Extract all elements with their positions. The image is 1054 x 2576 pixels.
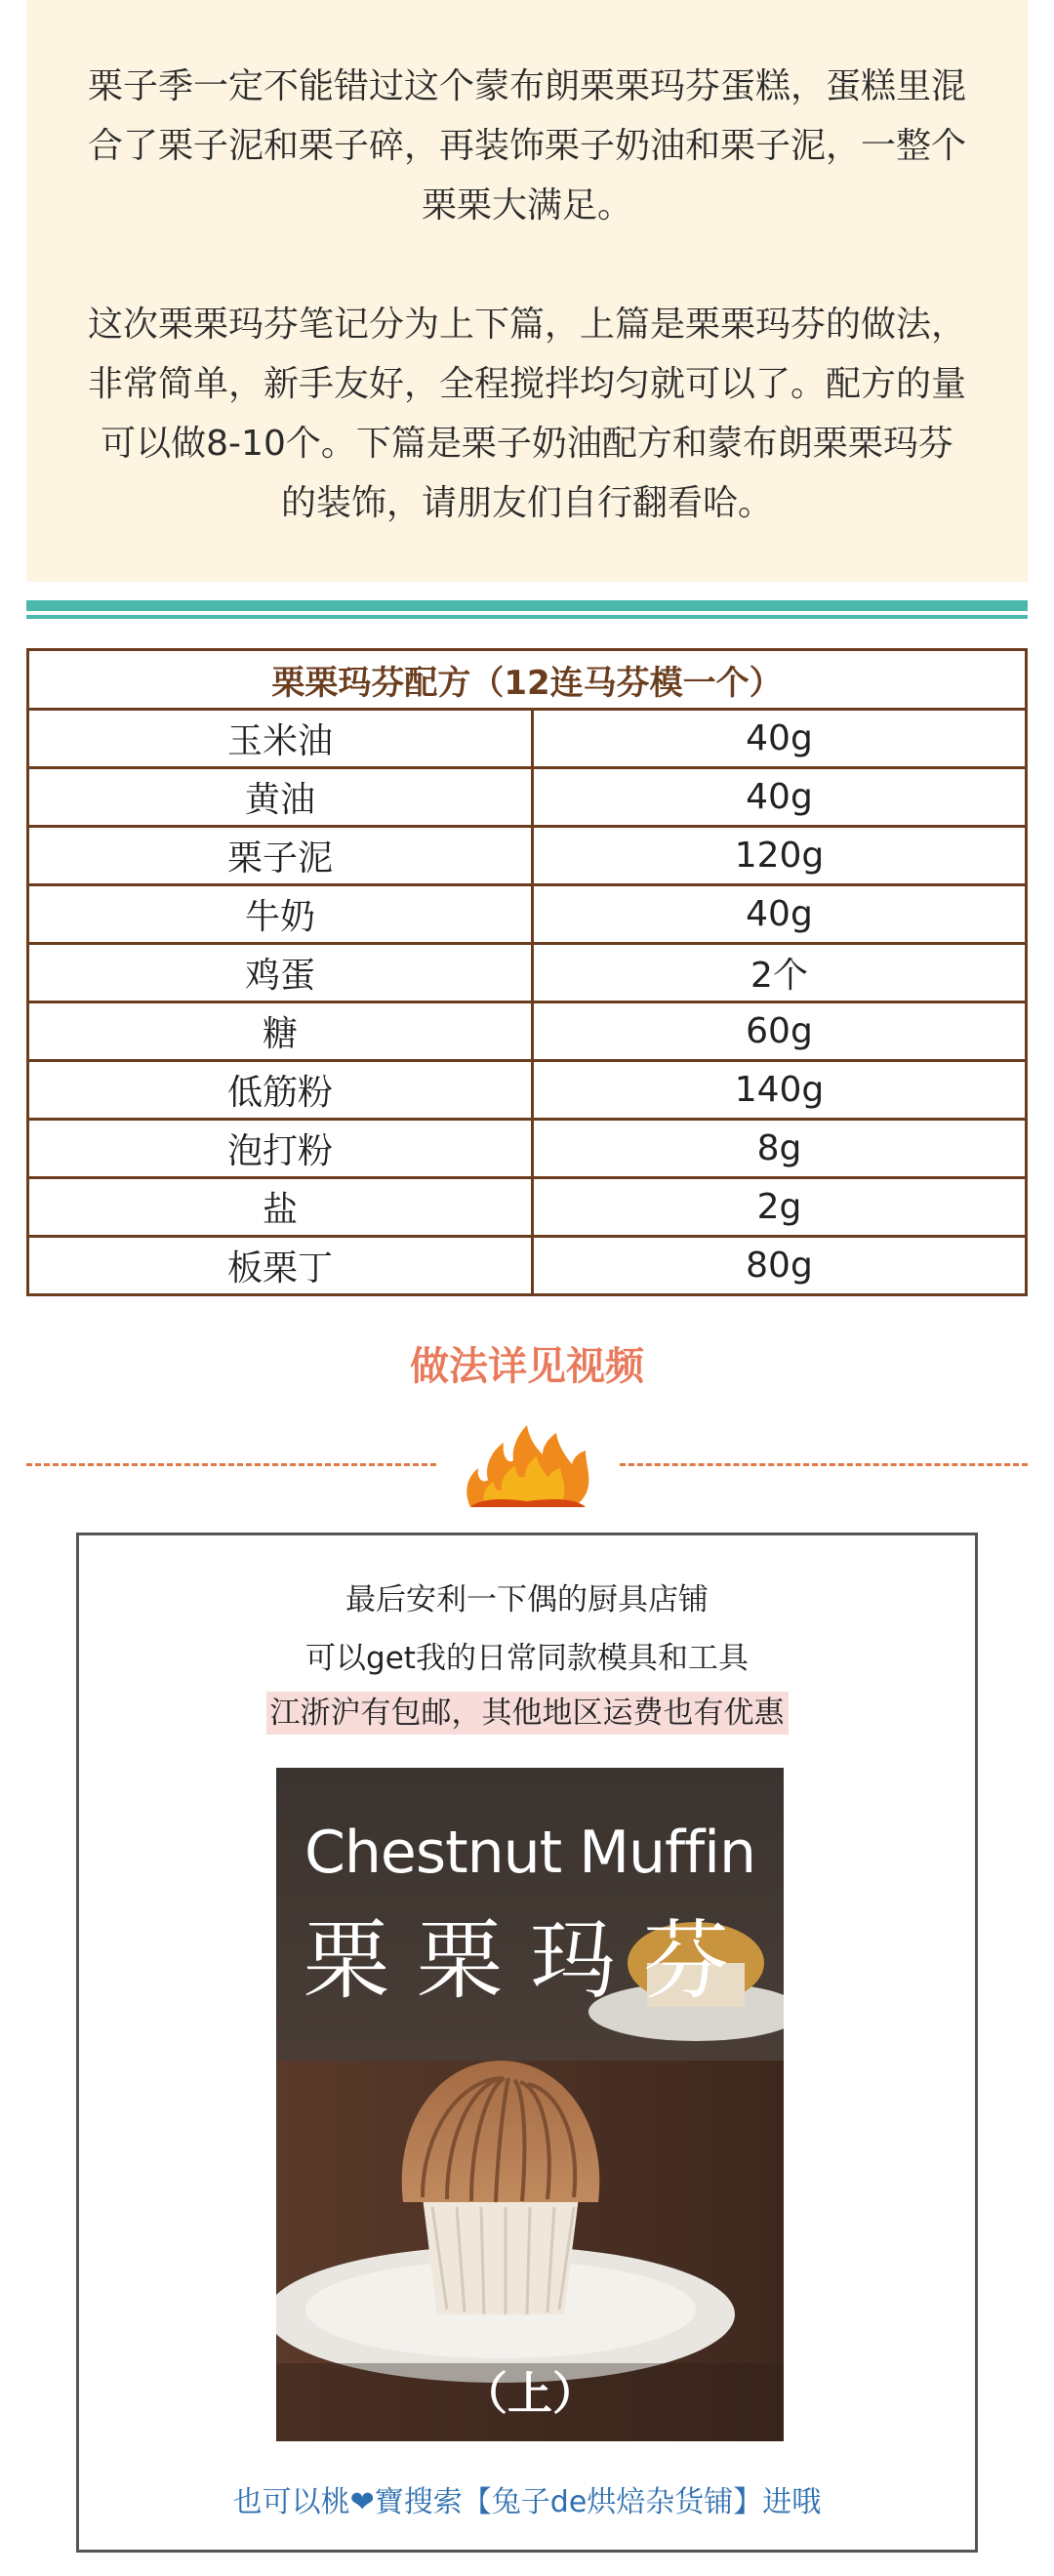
- table-row: [28, 768, 1027, 827]
- ingredient-name: 牛奶: [28, 885, 533, 944]
- ingredient-amount: 80g: [533, 1237, 1027, 1295]
- ingredient-amount: 40g: [533, 710, 1027, 768]
- ingredient-name: 低筋粉: [28, 1061, 533, 1120]
- ingredient-amount: 40g: [533, 768, 1027, 827]
- ingredient-amount: 8g: [533, 1120, 1027, 1178]
- cover-title-cn: 栗栗玛芬: [303, 1910, 756, 2011]
- ingredient-amount: 60g: [533, 1002, 1027, 1061]
- shop-line-2: 可以get我的日常同款模具和工具: [305, 1641, 749, 1676]
- shop-promo-box: [76, 1533, 978, 2553]
- shop-line-3: [79, 1688, 975, 1732]
- ingredient-name: 泡打粉: [28, 1120, 533, 1178]
- ingredient-amount: 120g: [533, 827, 1027, 885]
- ingredient-name: 黄油: [28, 768, 533, 827]
- cover-title-en: Chestnut Muffin: [304, 1819, 755, 1887]
- shop-search-link[interactable]: [79, 2477, 975, 2520]
- recipe-table-body: [28, 710, 1027, 1295]
- shop-search-prefix: 也可以桃: [232, 2485, 350, 2519]
- table-row: [28, 827, 1027, 885]
- divider-bar: [26, 600, 1028, 611]
- dashed-divider-right: [620, 1463, 1028, 1466]
- cover-subtitle: （上）: [463, 2367, 597, 2420]
- cover-image[interactable]: [276, 1768, 784, 2441]
- table-row: [28, 1061, 1027, 1120]
- ingredient-name: 盐: [28, 1178, 533, 1237]
- intro-paragraph-1: 栗子季一定不能错过这个蒙布朗栗栗玛芬蛋糕，蛋糕里混合了栗子泥和栗子碎，再装饰栗子奶油和栗子泥，一整个栗栗大满足。: [87, 66, 966, 225]
- ingredient-name: 板栗丁: [28, 1237, 533, 1295]
- shop-line-1: 最后安利一下偶的厨具店铺: [345, 1582, 709, 1617]
- ingredient-amount: 140g: [533, 1061, 1027, 1120]
- ingredient-amount: 2g: [533, 1178, 1027, 1237]
- ingredient-name: 鸡蛋: [28, 944, 533, 1002]
- recipe-table: [26, 648, 1028, 1296]
- table-row: [28, 1237, 1027, 1295]
- recipe-table-title: 栗栗玛芬配方（12连马芬模一个）: [28, 650, 1027, 710]
- table-row: [28, 885, 1027, 944]
- divider-bar-thin: [26, 615, 1028, 619]
- ingredient-name: 栗子泥: [28, 827, 533, 885]
- table-row: [28, 1178, 1027, 1237]
- shop-shipping-note: 江浙沪有包邮，其他地区运费也有优惠: [266, 1692, 789, 1735]
- intro-paragraph-2: 这次栗栗玛芬笔记分为上下篇，上篇是栗栗玛芬的做法，非常简单，新手友好，全程搅拌均匀就可以了。配方的量可以做8-10个。下篇是栗子奶油配方和蒙布朗栗栗玛芬的装饰，请朋友们自行翻看哈。: [87, 305, 966, 523]
- intro-box: [26, 0, 1028, 582]
- table-row: [28, 1120, 1027, 1178]
- video-note: 做法详见视频: [410, 1344, 644, 1389]
- fire-icon: [459, 1421, 595, 1509]
- heart-icon: ❤: [349, 2485, 375, 2519]
- dashed-divider-left: [26, 1463, 436, 1466]
- table-row: [28, 944, 1027, 1002]
- table-row: [28, 710, 1027, 768]
- shop-search-suffix: 寶搜索【兔子de烘焙杂货铺】进哦: [374, 2485, 822, 2519]
- ingredient-amount: 40g: [533, 885, 1027, 944]
- ingredient-name: 糖: [28, 1002, 533, 1061]
- ingredient-amount: 2个: [533, 944, 1027, 1002]
- table-row: [28, 1002, 1027, 1061]
- ingredient-name: 玉米油: [28, 710, 533, 768]
